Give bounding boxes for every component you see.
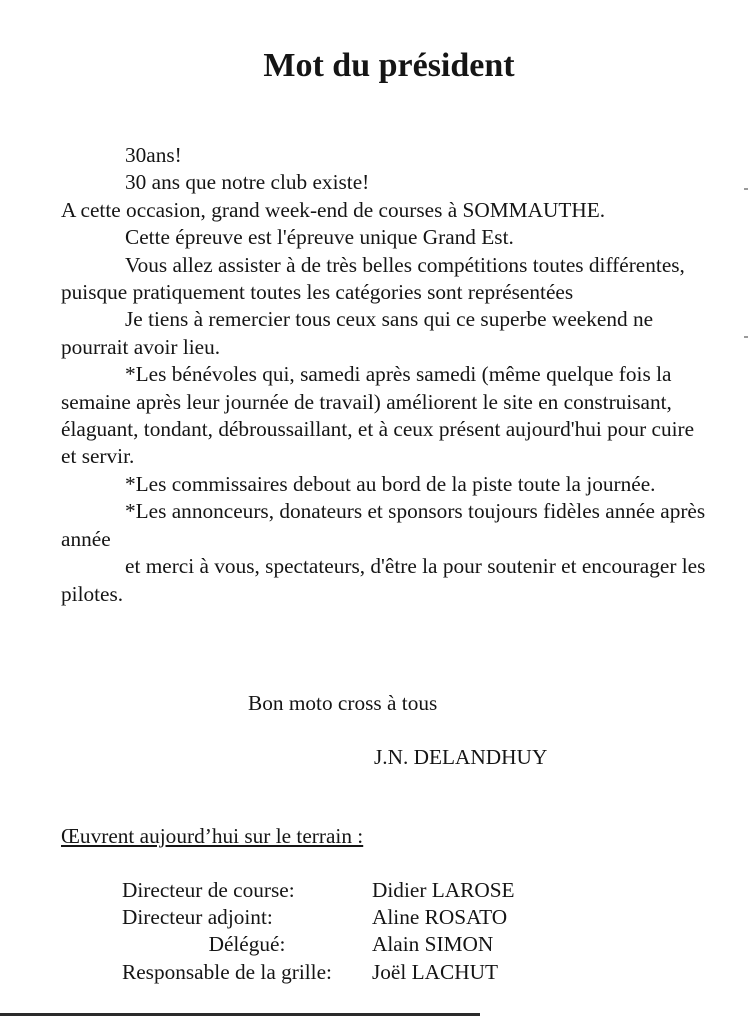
signature: J.N. DELANDHUY	[374, 745, 548, 769]
paragraph: Vous allez assister à de très belles compétitions toutes différentes, puisque pratiquement toutes les catégories sont représentées	[61, 252, 685, 305]
staff-row	[122, 931, 642, 958]
paragraph: *Les commissaires debout au bord de la piste toute la journée.	[125, 471, 656, 496]
paragraph: Cette épreuve est l'épreuve unique Grand Est.	[125, 225, 514, 250]
paragraph: *Les annonceurs, donateurs et sponsors toujours fidèles année après année	[61, 499, 706, 551]
staff-name: Aline ROSATO	[372, 905, 508, 930]
closing-line: Bon moto cross à tous	[248, 691, 438, 715]
staff-row	[122, 904, 642, 931]
bottom-rule	[0, 1013, 480, 1016]
scan-mark	[744, 336, 748, 338]
paragraph: *Les bénévoles qui, samedi après samedi (même quelque fois la semaine après leur journée de travail) améliorent le site en construisant, élaguant, tondant, débroussaillant, et à ceux présent aujourd'hui pour cuire et servir.	[61, 362, 695, 469]
staff-role: Directeur adjoint:	[122, 905, 273, 930]
paragraph: Je tiens à remercier tous ceux sans qui ce superbe weekend ne pourrait avoir lieu.	[61, 307, 654, 359]
page-title: Mot du président	[263, 47, 515, 84]
staff-role: Délégué:	[208, 932, 286, 957]
staff-role: Responsable de la grille:	[122, 959, 332, 984]
staff-role: Directeur de course:	[122, 878, 295, 902]
staff-name: Alain SIMON	[372, 932, 494, 957]
scan-mark	[744, 188, 748, 190]
staff-heading: Œuvrent aujourd’hui sur le terrain :	[61, 824, 364, 848]
paragraph: 30 ans que notre club existe!	[125, 170, 370, 195]
paragraph: et merci à vous, spectateurs, d'être la pour soutenir et encourager les pilotes.	[61, 554, 706, 606]
staff-row	[122, 959, 642, 986]
letter-body	[61, 142, 711, 608]
staff-list	[122, 877, 642, 986]
staff-name: Joël LACHUT	[372, 959, 498, 984]
paragraph: A cette occasion, grand week-end de courses à SOMMAUTHE.	[61, 197, 606, 222]
paragraph: 30ans!	[125, 143, 182, 167]
staff-name: Didier LAROSE	[372, 878, 515, 902]
staff-row	[122, 877, 642, 904]
